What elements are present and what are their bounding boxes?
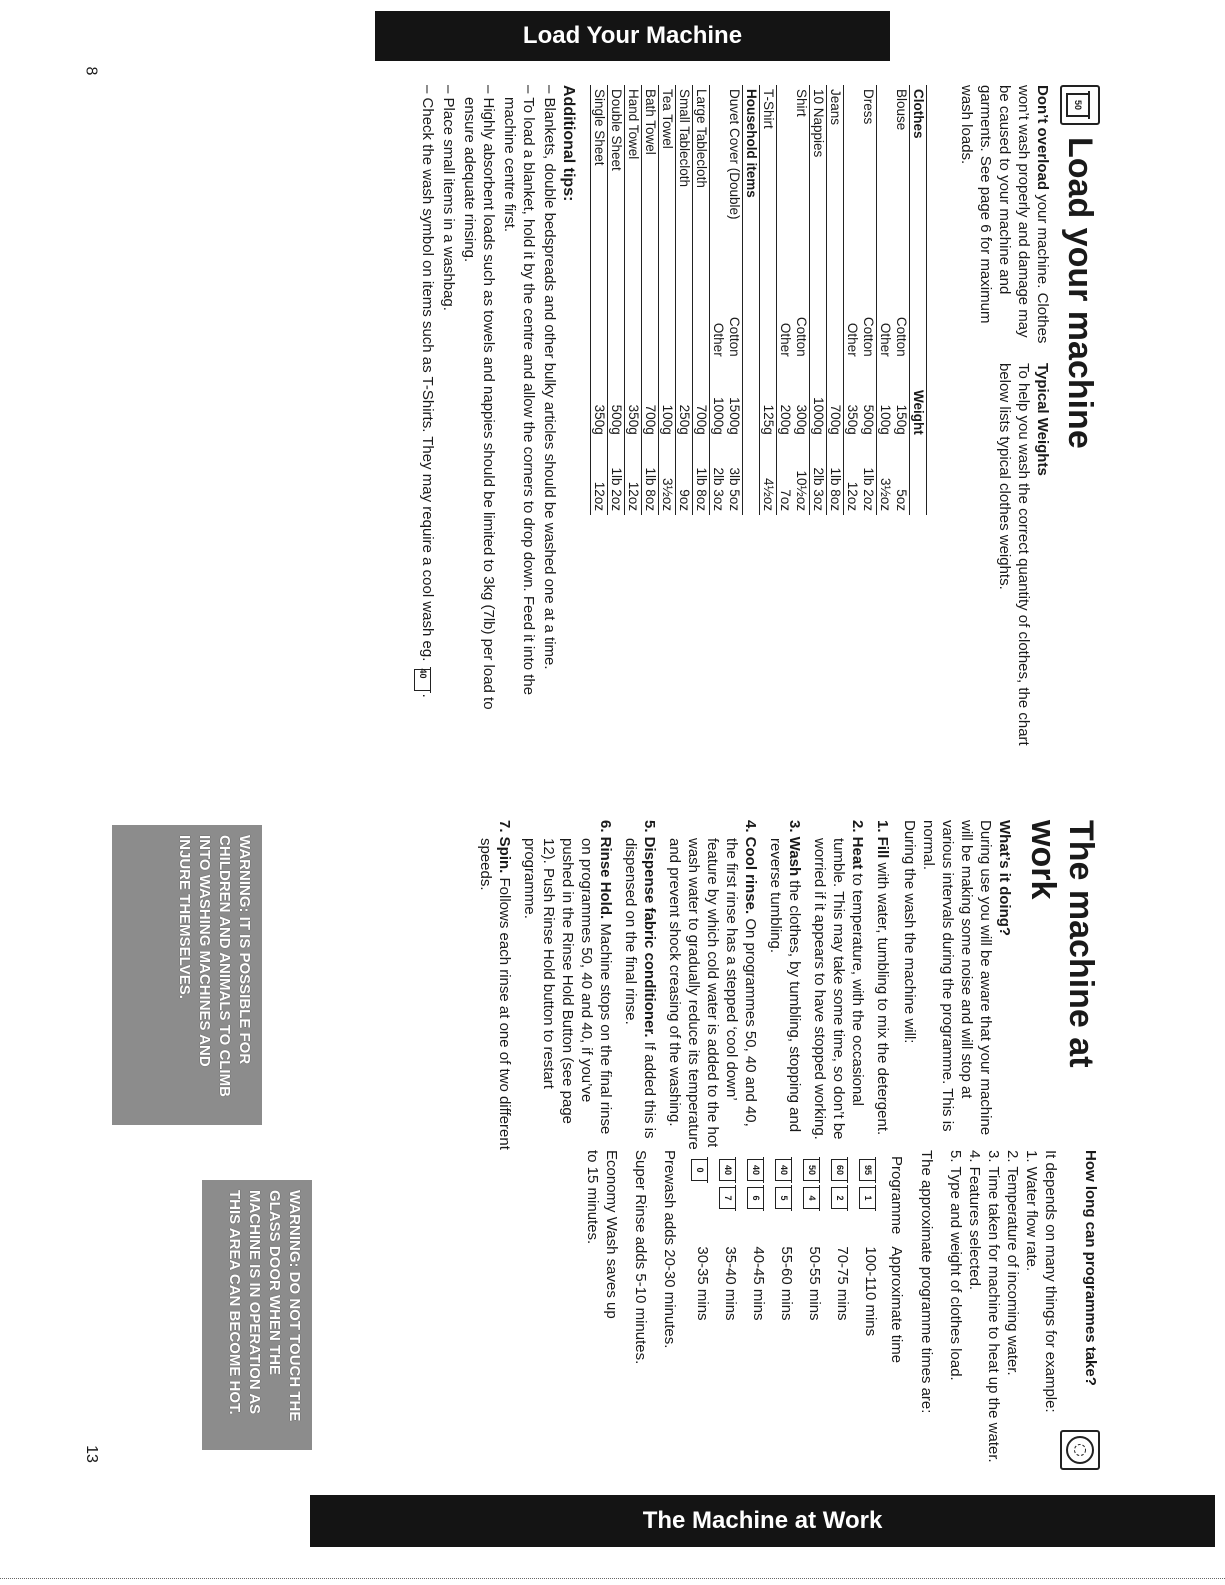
times-row (801, 1150, 829, 1369)
times-row (857, 1150, 885, 1369)
table-row (591, 85, 608, 515)
programme-symbols (857, 1150, 885, 1240)
table-cell (608, 290, 625, 361)
how-long-heading: How long can programmes take? (1082, 1150, 1099, 1386)
washtub-50-icon: 50 (1060, 85, 1100, 125)
approx-text: The approximate programme times are: (918, 1150, 935, 1414)
step-item (621, 820, 659, 1150)
table-cell (591, 290, 608, 361)
table-cell: 700g (827, 361, 844, 439)
wash-symbol-icon: 40 (748, 1159, 765, 1181)
doing-heading: What’s it doing? (996, 820, 1013, 937)
table-row (676, 85, 693, 515)
step-label: 4. Cool rinse. (742, 820, 759, 919)
weights-table (590, 85, 927, 515)
step-label: 2. Heat (849, 820, 866, 874)
table-cell: 700g (642, 361, 659, 439)
step-text: with water, tumbling to mix the detergent. (874, 862, 891, 1136)
table-cell: 700g (693, 361, 710, 439)
wash-symbol-icon: 4 (804, 1187, 821, 1209)
table-cell: 1lb 2oz (861, 467, 876, 511)
table-cell (760, 290, 777, 361)
programme-symbols (745, 1150, 773, 1240)
table-cell: 500g (608, 361, 625, 439)
table-cell: 1lb 8oz (693, 439, 710, 515)
wash-symbol-icon: 60 (832, 1159, 849, 1181)
table-cell: Dress (861, 89, 876, 125)
table-cell: 10½oz (794, 470, 809, 511)
step-text: If added this is dispensed on the final rinse. (622, 838, 658, 1139)
programme-time: 55-60 mins (778, 1246, 796, 1321)
times-row (745, 1150, 773, 1369)
step-item (766, 820, 804, 1150)
typical-weights-heading: Typical Weights (1034, 363, 1051, 476)
table-cell (777, 85, 794, 290)
table-row (893, 85, 910, 515)
table-cell: Duvet Cover (Double) (727, 89, 742, 220)
table-cell: 350g (591, 361, 608, 439)
table-cell: Cotton (794, 316, 809, 357)
table-cell: Clothes (910, 85, 927, 290)
table-cell (827, 290, 844, 361)
table-cell: 3lb 5oz (727, 467, 742, 511)
step-text: Follows each rinse at one of two different speeds. (477, 838, 513, 1150)
table-cell: Tea Towel (659, 85, 676, 290)
load-banner: Load Your Machine (375, 11, 890, 61)
warning-children: WARNING: IT IS POSSIBLE FOR CHILDREN AND ANIMALS TO CLIMB INTO WASHING MACHINES AND INJURE THEMSELVES. (112, 825, 262, 1125)
table-cell: Hand Towel (625, 85, 642, 290)
table-cell: 150g (894, 404, 909, 435)
economy-text: Economy Wash saves up to 15 minutes. (584, 1150, 620, 1319)
table-cell: Bath Towel (642, 85, 659, 290)
times-header-row (885, 1150, 909, 1369)
step-label: 1. Fill (874, 820, 891, 863)
table-cell: 1lb 8oz (642, 439, 659, 515)
table-cell: 2lb 3oz (710, 439, 727, 515)
table-row (693, 85, 710, 515)
tips-list (414, 85, 559, 725)
programme-symbols (801, 1150, 829, 1240)
factor-item: 3. Time taken for machine to heat up the water. (985, 1150, 1002, 1463)
programme-time: 35-40 mins (722, 1246, 740, 1321)
table-cell: Weight (910, 361, 927, 439)
household-heading: Household items (743, 85, 760, 515)
table-cell: Shirt (794, 89, 809, 117)
tip-item: – Blankets, double bedspreads and other bulky articles should be washed one at a time. (540, 85, 559, 725)
step-item (520, 820, 615, 1150)
programme-time: 30-35 mins (694, 1246, 712, 1321)
table-cell: 1500g (727, 397, 742, 435)
warning-glass-wrap (202, 1180, 312, 1450)
table-cell (910, 439, 927, 515)
table-cell: 350g (844, 361, 861, 439)
times-header: Approximate time (888, 1246, 906, 1364)
programme-symbols (689, 1150, 717, 1240)
wash-symbol-icon: 6 (748, 1187, 765, 1209)
times-header: Programme (888, 1156, 906, 1235)
overload-label: Don’t overload (1034, 85, 1051, 191)
table-cell: Other (877, 290, 894, 361)
work-panel (220, 820, 1100, 1150)
table-row (710, 85, 727, 515)
programme-time: 40-45 mins (750, 1246, 768, 1321)
factor-item: 4. Features selected. (966, 1150, 983, 1291)
factors-list (946, 1150, 1041, 1470)
table-row (659, 85, 676, 515)
table-cell (810, 290, 827, 361)
programme-symbols (829, 1150, 857, 1240)
factor-item: 2. Temperature of incoming water. (1004, 1150, 1021, 1376)
step-text: On programmes 50, 40 and 40, the first rinse has a stepped ‘cool down’ feature by which cold water is added to the hot wash water to gradually reduce its temperature and prevent shock creasing of the washing. (666, 838, 759, 1150)
table-row (877, 85, 894, 515)
table-cell: Cotton (894, 316, 909, 357)
table-cell: 12oz (625, 439, 642, 515)
factor-item: 1. Water flow rate. (1023, 1150, 1040, 1272)
table-cell (710, 85, 727, 290)
times-row (717, 1150, 745, 1369)
times-row (829, 1150, 857, 1369)
programme-symbols (773, 1150, 801, 1240)
table-cell: 7oz (777, 439, 794, 515)
step-item (665, 820, 760, 1150)
table-row (608, 85, 625, 515)
table-cell (659, 290, 676, 361)
table-row (844, 85, 861, 515)
table-row (810, 85, 827, 515)
table-cell: 1000g (710, 361, 727, 439)
work-title: The machine at work (1024, 820, 1100, 1068)
table-cell: 12oz (844, 439, 861, 515)
tip-item: – Highly absorbent loads such as towels and nappies should be limited to 3kg (7lb) per load to ensure adequate rinsing. (460, 85, 498, 725)
bottom-rule (0, 1578, 1225, 1579)
table-cell: T-Shirt (760, 85, 777, 290)
step-text: to temperature, with the occasional tumble. This may take some time, so don’t be worried if it appears to have stopped working. (811, 838, 866, 1140)
table-cell (844, 85, 861, 290)
table-row (625, 85, 642, 515)
step-item (873, 820, 892, 1150)
work-banner: The Machine at Work (310, 1495, 1215, 1547)
programme-times-table (689, 1150, 909, 1369)
programme-time: 70-75 mins (834, 1246, 852, 1321)
table-cell (877, 85, 894, 290)
table-cell: 100g (877, 361, 894, 439)
table-cell: 250g (676, 361, 693, 439)
table-cell: Cotton (861, 316, 876, 357)
wash-symbol-icon: 95 (860, 1159, 877, 1181)
step-text: the clothes, by tumbling, stopping and reverse tumbling. (767, 838, 803, 1133)
tip-item: – Place small items in a washbag. (439, 85, 458, 725)
table-cell: Cotton (727, 316, 742, 357)
wash-symbol-icon: 40 (720, 1159, 737, 1181)
step-text: Machine stops on the final rinse on programmes 50, 40 and 40, if you’ve pushed in the Rinse Hold Button (see page 12). Push Rinse Hold button to restart programme. (521, 838, 614, 1135)
step-item (810, 820, 867, 1150)
table-cell: Jeans (827, 85, 844, 290)
steps-list (476, 820, 892, 1150)
household-heading-row (743, 85, 760, 515)
tips-heading: Additional tips: (560, 85, 577, 202)
table-cell: 125g (760, 361, 777, 439)
programme-time: 100-110 mins (862, 1246, 880, 1337)
table-row (642, 85, 659, 515)
table-cell: 4½oz (760, 439, 777, 515)
table-cell: 100g (659, 361, 676, 439)
times-row (689, 1150, 717, 1369)
table-cell: 1lb 2oz (608, 439, 625, 515)
doing-text: During use you will be aware that your machine will be making some noise and will stop at various intervals during the programme. This is normal. (920, 820, 994, 1136)
typical-weights-text: To help you wash the correct quantity of clothes, the chart below lists typical clothes weights. (996, 363, 1032, 746)
prewash-text: Prewash adds 20-30 minutes. (661, 1150, 678, 1349)
table-cell: Other (777, 290, 794, 361)
page-number-left: 8 (82, 66, 100, 76)
times-row (773, 1150, 801, 1369)
step-label: 5. Dispense fabric conditioner. (641, 820, 658, 1042)
table-cell: Large Tablecloth (693, 85, 710, 290)
tip-item: – Check the wash symbol on items such as T-Shirts. They may require a cool wash eg. 40. (414, 85, 437, 725)
table-cell (676, 290, 693, 361)
table-cell: Small Tablecloth (676, 85, 693, 290)
table-cell: 9oz (676, 439, 693, 515)
table-cell: 300g (794, 404, 809, 435)
table-row (726, 85, 743, 515)
step-label: 6. Rinse Hold. (597, 820, 614, 924)
wash-symbol-icon: 50 (804, 1159, 821, 1181)
table-cell: 3½oz (659, 439, 676, 515)
table-cell: 2lb 3oz (810, 439, 827, 515)
wash-symbol-icon: 2 (832, 1187, 849, 1209)
warning-children-wrap (112, 825, 262, 1125)
programme-symbols (717, 1150, 745, 1240)
wash-symbol-icon: 0 (692, 1159, 709, 1181)
table-header-row (910, 85, 927, 515)
factor-item: 5. Type and weight of clothes load. (947, 1150, 964, 1381)
table-cell (625, 290, 642, 361)
how-long-text: It depends on many things for example: (1042, 1150, 1059, 1413)
table-cell: Other (844, 290, 861, 361)
doing-intro: During the wash the machine will: (901, 820, 918, 1044)
table-cell: 12oz (591, 439, 608, 515)
warning-glass: WARNING: DO NOT TOUCH THE GLASS DOOR WHEN THE MACHINE IS IN OPERATION AS THIS AREA CAN BECOME HOT. (202, 1180, 312, 1450)
table-cell: 200g (777, 361, 794, 439)
table-row (760, 85, 777, 515)
table-cell (910, 290, 927, 361)
table-cell: 10 Nappies (810, 85, 827, 290)
programme-dial-icon (1060, 1430, 1100, 1470)
wash-symbol-icon: 5 (776, 1187, 793, 1209)
table-cell: Single Sheet (591, 85, 608, 290)
table-row (860, 85, 877, 515)
wash-40-symbol-icon: 40 (414, 669, 431, 691)
table-row (793, 85, 810, 515)
table-cell: 500g (861, 404, 876, 435)
table-cell: Blouse (894, 89, 909, 131)
table-cell: Other (710, 290, 727, 361)
table-row (827, 85, 844, 515)
table-cell: 1000g (810, 361, 827, 439)
table-cell: Double Sheet (608, 85, 625, 290)
table-cell: 1lb 8oz (827, 439, 844, 515)
table-cell: 5oz (894, 489, 909, 511)
tip-item: – To load a blanket, hold it by the centre and allow the corners to drop down. Feed it into the machine centre first. (500, 85, 538, 725)
table-cell (693, 290, 710, 361)
page-number-right: 13 (82, 1445, 100, 1463)
programme-time: 50-55 mins (806, 1246, 824, 1321)
step-label: 7. Spin. (496, 820, 513, 878)
load-title: Load your machine (1061, 137, 1099, 449)
step-label: 3. Wash (786, 820, 803, 881)
wash-symbol-icon: 7 (720, 1187, 737, 1209)
table-cell: 3½oz (877, 439, 894, 515)
wash-symbol-icon: 40 (776, 1159, 793, 1181)
wash-symbol-icon: 1 (860, 1187, 877, 1209)
overload-paragraph (957, 85, 1052, 345)
table-cell: 350g (625, 361, 642, 439)
table-row (777, 85, 794, 515)
table-cell (642, 290, 659, 361)
programme-times-panel (300, 1150, 1100, 1470)
step-item (476, 820, 514, 1150)
overload-text: your machine. Clothes won’t wash properly and damage may be caused to your machine and garments. See page 6 for maximum wash loads. (958, 85, 1051, 344)
super-rinse-text: Super Rinse adds 5-10 minutes. (632, 1150, 649, 1365)
